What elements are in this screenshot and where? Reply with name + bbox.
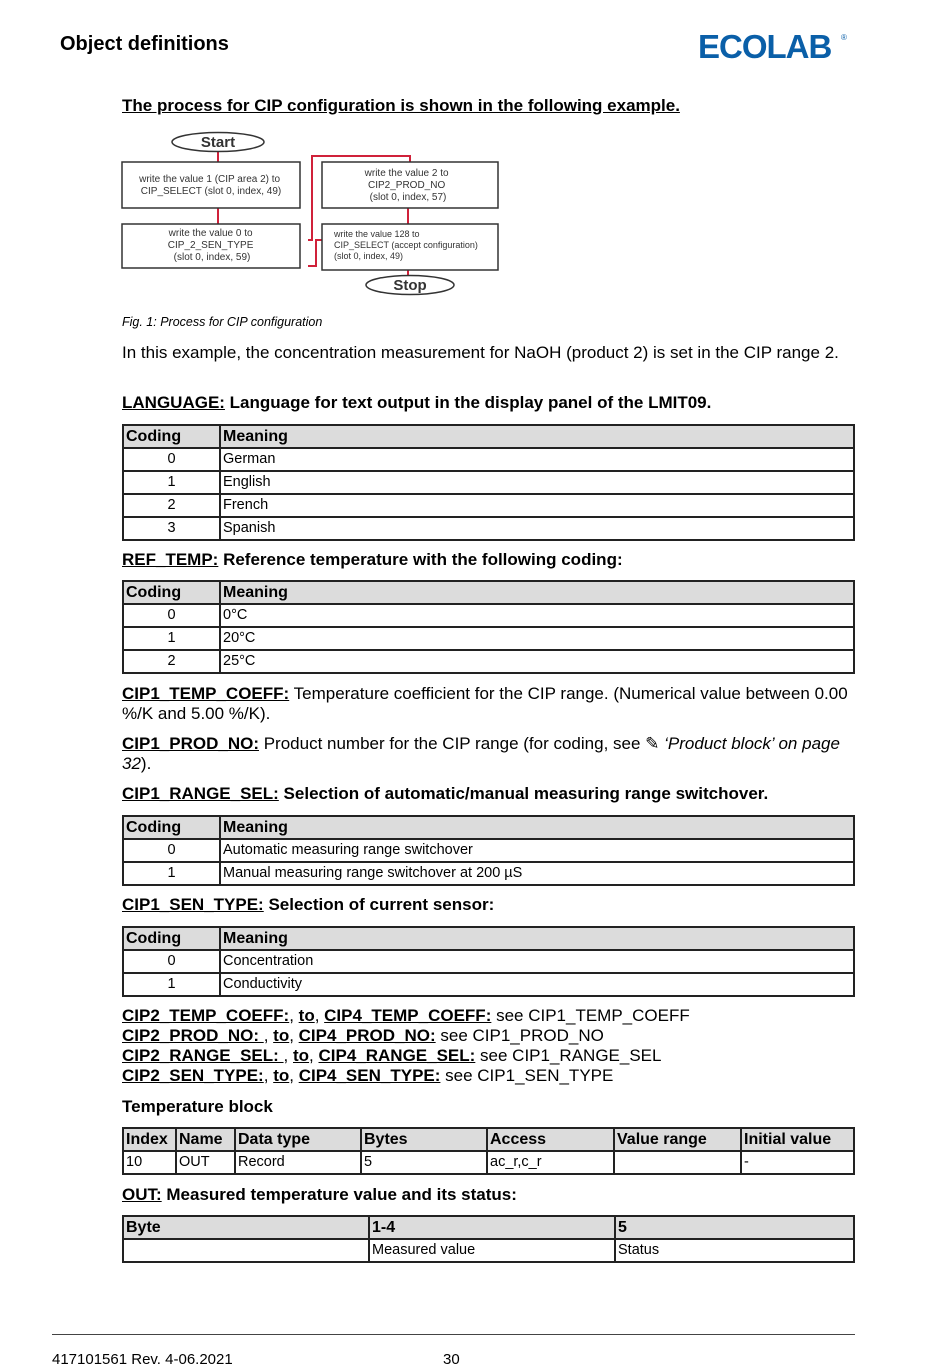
language-heading [122,393,857,413]
ref-temp-desc: Reference temperature with the following coding: [218,550,623,569]
cell-name: OUT [176,1151,235,1174]
cip1-range-sel-desc: Selection of automatic/manual measuring range switchover. [278,784,769,803]
col-header-index: Index [123,1128,176,1151]
term-cip1-temp-coeff: CIP1_TEMP_COEFF: [122,684,290,703]
table-row [123,1239,854,1262]
cell-index: 10 [123,1151,176,1174]
footer-divider [52,1334,855,1335]
flow-box-1 [122,162,300,208]
cell-coding: 1 [123,973,220,996]
cross-reference-icon: ✎ [645,734,660,753]
cell-coding: 0 [123,604,220,627]
col-header-coding: Coding [123,927,220,950]
cell-initial-value: - [741,1151,854,1174]
cell-meaning: French [220,494,854,517]
svg-text:®: ® [841,33,847,42]
cell-meaning: 25°C [220,650,854,673]
col-header-coding: Coding [123,816,220,839]
table-row [123,604,854,627]
cell-coding: 0 [123,448,220,471]
svg-text:write the value 2 to CIP2_: write the value 2 to CIP2_PROD_NO (slot 0, index, 57) [364,168,449,203]
cell-bytes: 5 [361,1151,487,1174]
cip1-prod-no-desc: Product number for the CIP range (for coding, see [258,734,646,753]
col-header-meaning: Meaning [220,425,854,448]
col-header-bytes: Bytes [361,1128,487,1151]
cell-coding: 1 [123,862,220,885]
table-row [123,494,854,517]
cell-coding: 3 [123,517,220,540]
cell-meaning: 0°C [220,604,854,627]
col-header-coding: Coding [123,581,220,604]
cell-meaning: 20°C [220,627,854,650]
svg-text:Start: Start [200,134,236,151]
see-line: CIP2_PROD_NO: , to, CIP4_PROD_NO: see CIP1_PROD_NO [122,1026,604,1045]
cell-byte [123,1239,369,1262]
col-header-access: Access [487,1128,614,1151]
term-language: LANGUAGE: [122,393,225,412]
figure-caption: Fig. 1: Process for CIP configuration [122,315,323,329]
svg-text:write the value 0 to CIP_2: write the value 0 to CIP_2_SEN_TYPE (slot 0, index, 59) [167,228,254,263]
col-header-byte-5: 5 [615,1216,854,1239]
cip1-prod-no-tail: ). [140,754,152,773]
cell-meaning: Spanish [220,517,854,540]
col-header-value-range: Value range [614,1128,741,1151]
cell-coding: 1 [123,627,220,650]
svg-text:write the value 128 to CIP: write the value 128 to CIP_SELECT (accept configuration) (slot 0, index, 49) [334,229,478,261]
col-header-name: Name [176,1128,235,1151]
see-line: CIP2_TEMP_COEFF:, to, CIP4_TEMP_COEFF: see CIP1_TEMP_COEFF [122,1006,690,1025]
cell-status: Status [615,1239,854,1262]
intro-heading: The process for CIP configuration is shown in the following example. [122,96,680,115]
out-desc: Measured temperature value and its status: [161,1185,517,1204]
language-desc: Language for text output in the display panel of the LMIT09. [224,393,712,412]
term-cip1-range-sel: CIP1_RANGE_SEL: [122,784,279,803]
term-ref-temp: REF_TEMP: [122,550,219,569]
cell-meaning: Concentration [220,950,854,973]
cell-measured-value: Measured value [369,1239,615,1262]
out-table [122,1215,855,1263]
ref-temp-heading [122,550,857,570]
cell-access: ac_r,c_r [487,1151,614,1174]
ecolab-logo [698,26,848,66]
cell-coding: 0 [123,839,220,862]
svg-text:Stop: Stop [393,277,427,294]
table-row [123,950,854,973]
page-header-title: Object definitions [60,33,229,55]
temperature-block-title: Temperature block [122,1097,273,1116]
table-row [123,448,854,471]
table-row [123,862,854,885]
cell-meaning: German [220,448,854,471]
see-lines-block [122,1006,857,1086]
example-paragraph: In this example, the concentration measurement for NaOH (product 2) is set in the CIP range 2. [122,343,839,362]
term-cip1-prod-no: CIP1_PROD_NO: [122,734,259,753]
cip1-sen-type-table [122,926,855,997]
svg-text:write the value 1 (CIP area 2): write the value 1 (CIP area 2) to CIP_SELECT (slot 0, index, 49) [139,174,282,197]
term-cip1-sen-type: CIP1_SEN_TYPE: [122,895,264,914]
col-header-byte: Byte [123,1216,369,1239]
cell-meaning: Automatic measuring range switchover [220,839,854,862]
footer-document-number: 417101561 Rev. 4-06.2021 [52,1351,233,1368]
out-heading [122,1185,857,1205]
col-header-bytes-1-4: 1-4 [369,1216,615,1239]
cip1-temp-coeff-paragraph [122,684,857,724]
table-row [123,517,854,540]
cip1-range-sel-heading [122,784,857,804]
temperature-block-table [122,1127,855,1175]
footer-page-number: 30 [443,1351,460,1368]
table-row [123,973,854,996]
cell-value-range [614,1151,741,1174]
cip-process-flow-diagram [120,128,504,300]
table-row [123,1151,854,1174]
table-row [123,627,854,650]
col-header-meaning: Meaning [220,581,854,604]
term-out: OUT: [122,1185,162,1204]
table-row [123,471,854,494]
cell-coding: 0 [123,950,220,973]
cip1-temp-coeff-desc: Temperature coefficient for the CIP range. (Numerical value between 0.00 %/K and 5.00 %/K). [122,684,848,723]
col-header-meaning: Meaning [220,927,854,950]
cell-meaning: Conductivity [220,973,854,996]
table-row [123,650,854,673]
col-header-meaning: Meaning [220,816,854,839]
col-header-initial-value: Initial value [741,1128,854,1151]
cip1-range-sel-table [122,815,855,886]
cip1-prod-no-paragraph [122,734,857,774]
cell-meaning: Manual measuring range switchover at 200 µS [220,862,854,885]
svg-text:ECOLAB: ECOLAB [698,28,832,65]
table-row [123,839,854,862]
product-block-link[interactable]: ‘Product block’ on page 32 [122,734,840,773]
cell-coding: 2 [123,494,220,517]
cip1-sen-type-desc: Selection of current sensor: [263,895,495,914]
col-header-data-type: Data type [235,1128,361,1151]
cell-meaning: English [220,471,854,494]
ref-temp-table [122,580,855,674]
see-line: CIP2_SEN_TYPE:, to, CIP4_SEN_TYPE: see CIP1_SEN_TYPE [122,1066,614,1085]
cell-data-type: Record [235,1151,361,1174]
col-header-coding: Coding [123,425,220,448]
cip1-sen-type-heading [122,895,857,915]
see-line: CIP2_RANGE_SEL: , to, CIP4_RANGE_SEL: see CIP1_RANGE_SEL [122,1046,662,1065]
language-table [122,424,855,541]
cell-coding: 2 [123,650,220,673]
cell-coding: 1 [123,471,220,494]
